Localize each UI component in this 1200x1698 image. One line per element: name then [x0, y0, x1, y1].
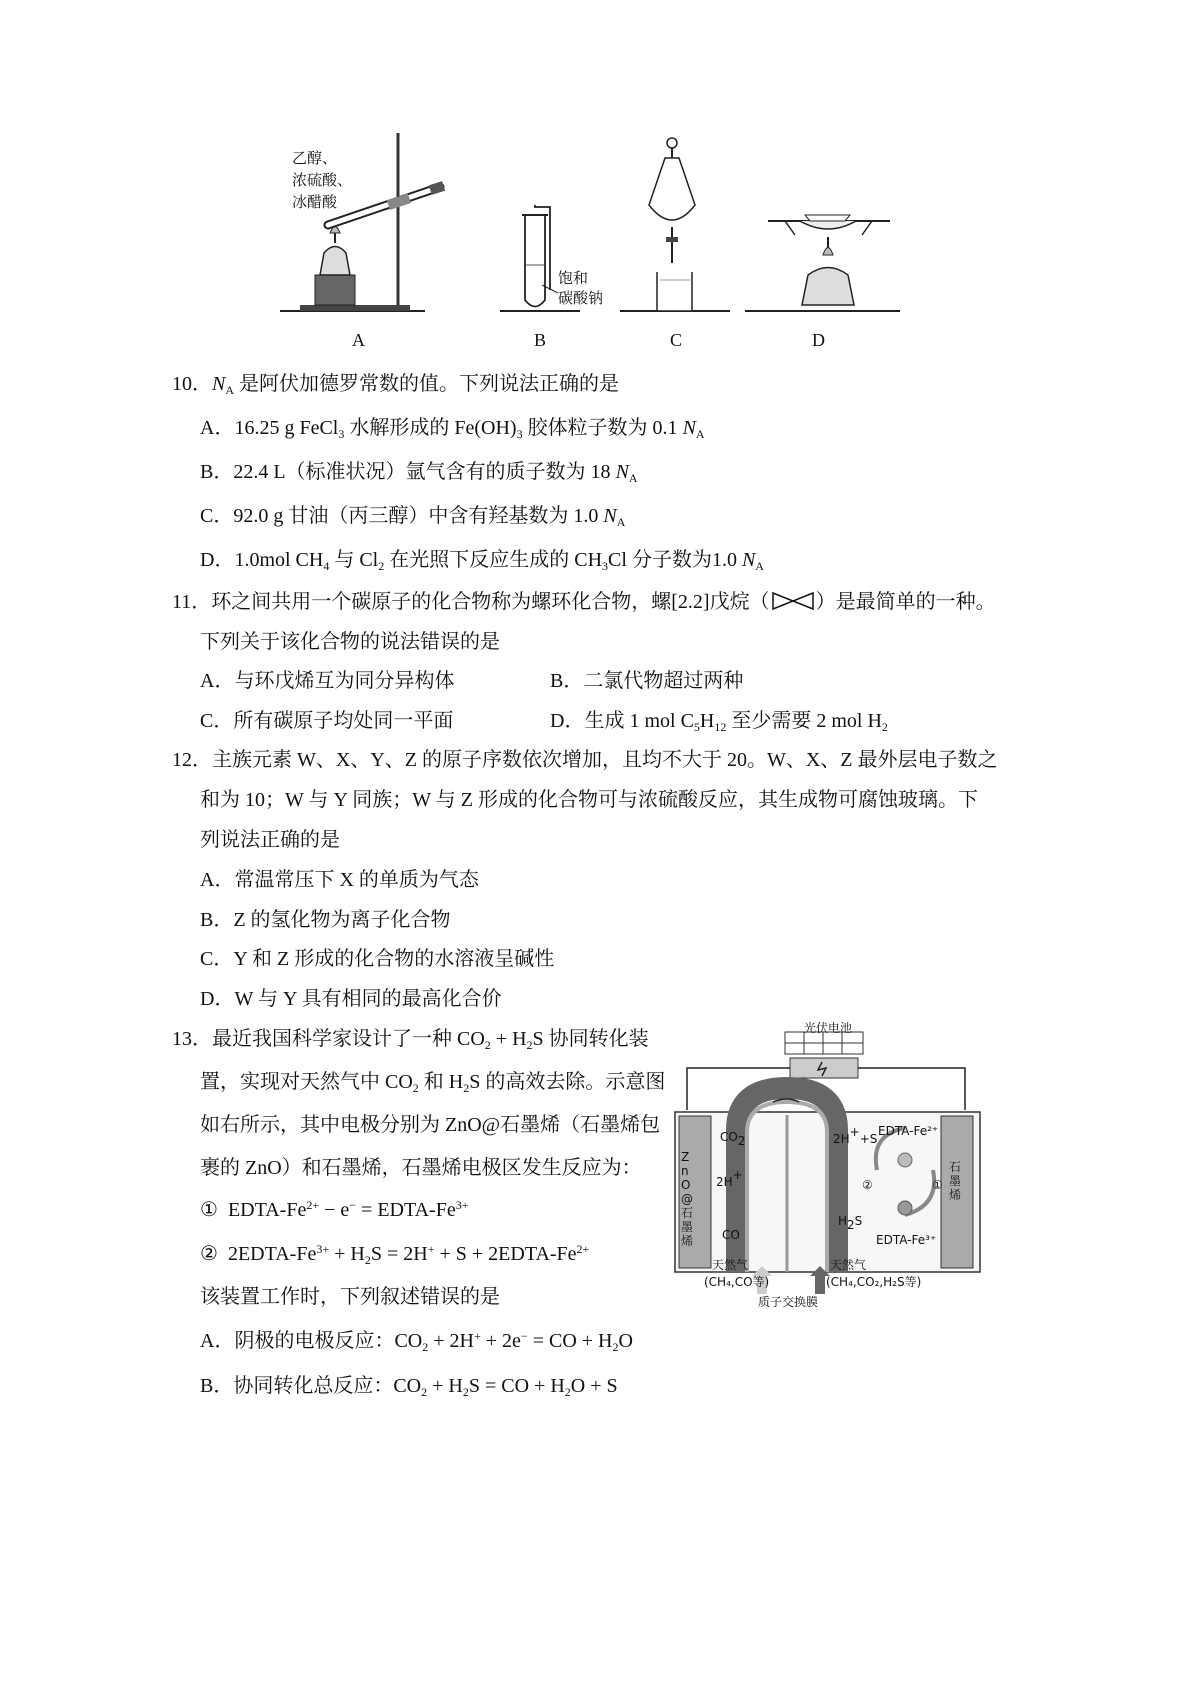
co-label: CO	[722, 1228, 740, 1242]
q13-option-a: A．阴极的电极反应：$CO_2 + 2H^+ + 2e^-$ = CO + $H_2O$	[200, 1329, 633, 1354]
spiropentane-structure	[770, 591, 816, 611]
q10-option-c: C．92.0 g 甘油（丙三醇）中含有羟基数为 1.0 $N_A$	[200, 505, 626, 529]
q10-option-d: D．1.0mol $CH_4$ 与 $Cl_2$ 在光照下反应生成的 $CH_3Cl$ 分子数为1.0 $N_A$	[200, 549, 764, 573]
step2-label: ②	[862, 1178, 873, 1192]
co2-label: $CO_2$	[720, 1130, 746, 1148]
apparatus-b-label-1: 饱和	[558, 269, 589, 287]
q12-option-a: A．常温常压下 X 的单质为气态	[200, 869, 479, 891]
q10-stem: 10．$N_A$ 是阿伏加德罗常数的值。下列说法正确的是	[172, 373, 620, 397]
q13-stem-line5: 该装置工作时，下列叙述错误的是	[200, 1286, 500, 1308]
pv-cell-label: 光伏电池	[804, 1021, 853, 1035]
q11-option-b: B．二氯代物超过两种	[550, 670, 744, 692]
q11-stem-line1: 11．环之间共用一个碳原子的化合物称为螺环化合物，螺[2.2]戊烷（ ）是最简单的一种。	[172, 591, 996, 613]
q11-option-d: D．生成 1 mol $C_5H_{12}$ 至少需要 2 mol $H_2$	[550, 710, 888, 734]
apparatus-label-c: C	[670, 330, 683, 350]
q12-stem-line3: 列说法正确的是	[200, 829, 340, 851]
q13-reaction-1: ① EDTA-$Fe^{2+} - e^-$ = EDTA-$Fe^{3+}$	[200, 1198, 469, 1221]
q12-option-b: B．Z 的氢化物为离子化合物	[200, 909, 451, 931]
gas-out-label: 天然气	[712, 1258, 749, 1272]
q13-option-b: B．协同转化总反应：$CO_2 + H_2S$ = CO + $H_2O + S$	[200, 1375, 618, 1399]
q11-option-c: C．所有碳原子均处同一平面	[200, 710, 454, 732]
step1-label: ①	[932, 1178, 943, 1192]
q13-stem-line1: 13．最近我国科学家设计了一种 $CO_2 + H_2S$ 协同转化装	[172, 1028, 649, 1052]
q12-stem-line2: 和为 10；W 与 Y 同族；W 与 Z 形成的化合物可与浓硫酸反应，其生成物可腐蚀玻璃。下	[200, 789, 978, 811]
right-electrode-label: 石墨烯	[949, 1160, 962, 1202]
q10-option-b: B．22.4 L（标准状况）氩气含有的质子数为 18 $N_A$	[200, 461, 638, 485]
h2s-label: $H_2S$	[838, 1214, 863, 1232]
q10-option-a: A．16.25 g FeCl$_3$ 水解形成的 $Fe(OH)_3$ 胶体粒子数为 0.1 $N_A$	[200, 417, 705, 441]
q12-option-d: D．W 与 Y 具有相同的最高化合价	[200, 988, 502, 1010]
q11-option-a: A．与环戊烯互为同分异构体	[200, 670, 455, 692]
apparatus-a-reagent-3: 冰醋酸	[292, 193, 338, 211]
gas-out-composition: (CH₄,CO等)	[704, 1275, 770, 1289]
q12-stem-line1: 12．主族元素 W、X、Y、Z 的原子序数依次增加，且均不大于 20。W、X、Z 最外层电子数之	[172, 749, 998, 771]
q12-option-c: C．Y 和 Z 形成的化合物的水溶液呈碱性	[200, 948, 555, 970]
apparatus-label-b: B	[534, 330, 547, 350]
edta-fe3-label: EDTA-Fe³⁺	[876, 1233, 937, 1247]
apparatus-figure	[280, 125, 940, 340]
left-electrode-label: ZnO@石墨烯	[681, 1150, 694, 1248]
gas-in-composition: (CH₄,CO₂,H₂S等)	[826, 1275, 922, 1289]
edta-fe2-label: EDTA-Fe²⁺	[878, 1124, 939, 1138]
gas-in-label: 天然气	[830, 1258, 867, 1272]
q13-stem-line2: 置，实现对天然气中 $CO_2$ 和 $H_2S$ 的高效去除。示意图	[200, 1071, 666, 1095]
q13-reaction-2: ② $2EDTA-Fe^{3+} + H_2S = 2H^+ + S$ + $2EDTA-Fe^{2+}$	[200, 1242, 590, 1267]
q11-stem-line2: 下列关于该化合物的说法错误的是	[200, 631, 500, 653]
apparatus-b-label-2: 碳酸钠	[558, 289, 604, 307]
apparatus-a-reagent-2: 浓硫酸、	[292, 171, 353, 189]
apparatus-label-a: A	[352, 330, 365, 350]
h-s-label: 2H++S	[833, 1125, 878, 1146]
proton-label: 2H+	[716, 1168, 743, 1189]
q13-stem-line4: 裹的 ZnO）和石墨烯，石墨烯电极区发生反应为：	[200, 1157, 642, 1179]
apparatus-label-d: D	[812, 330, 825, 350]
apparatus-a-reagent-1: 乙醇、	[292, 149, 338, 167]
membrane-label: 质子交换膜	[758, 1295, 819, 1309]
q13-stem-line3: 如右所示，其中电极分别为 ZnO@石墨烯（石墨烯包	[200, 1114, 661, 1136]
